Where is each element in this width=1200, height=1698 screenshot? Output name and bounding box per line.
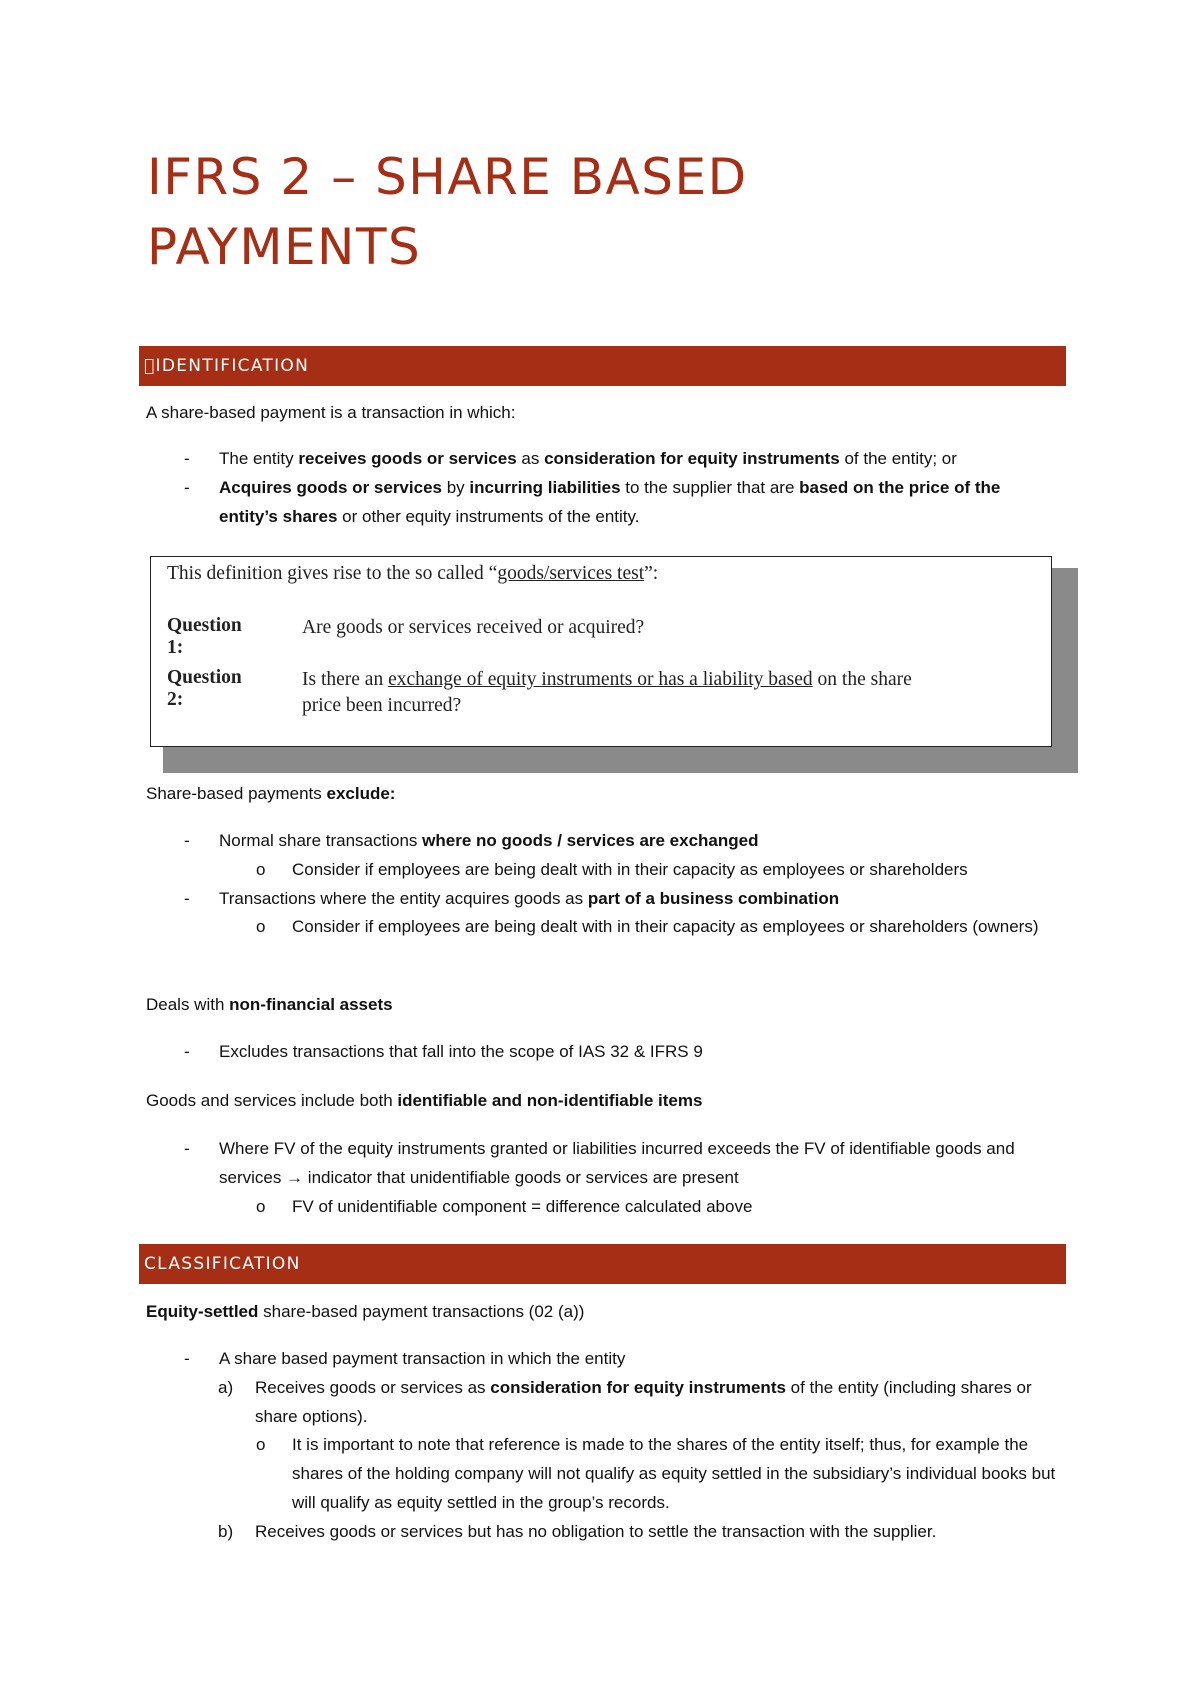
text: by	[441, 477, 470, 497]
bullet-marker: -	[184, 449, 190, 468]
text: to the supplier that are	[620, 477, 800, 497]
text: share-based payment transactions (02 (a))	[258, 1302, 585, 1321]
item-marker: b)	[218, 1521, 234, 1541]
text: The entity	[219, 449, 299, 468]
list-item	[146, 1345, 1066, 1374]
section-heading-identification: IDENTIFICATION	[139, 346, 1066, 386]
underlined-text: exchange of equity instruments or has a liability based	[388, 669, 813, 690]
exclude-intro	[146, 779, 395, 808]
identification-list	[146, 445, 1066, 531]
bullet-marker: o	[256, 1196, 266, 1216]
bold-text: Acquires goods or services	[219, 477, 442, 497]
text: of the entity (including shares or share options).	[255, 1377, 1032, 1426]
text: Receives goods or services as	[255, 1377, 491, 1397]
bullet-marker: -	[184, 477, 190, 497]
goods-intro	[146, 1086, 702, 1115]
bold-text: non-financial assets	[229, 995, 393, 1014]
identification-intro: A share-based payment is a transaction in which:	[146, 403, 516, 422]
text: Where FV of the equity instruments granted or liabilities incurred exceeds the FV of identifiable goods and services → indicator that unidentifiable goods or services are present	[219, 1139, 1015, 1187]
section-heading-classification: CLASSIFICATION	[139, 1244, 1066, 1284]
list-item	[146, 1374, 1066, 1432]
text: as	[516, 449, 545, 468]
nonfinancial-intro	[146, 990, 393, 1019]
list-item	[146, 856, 1066, 885]
bullet-marker: -	[184, 1042, 190, 1061]
bold-text: consideration for equity instruments	[490, 1377, 786, 1397]
text: Consider if employees are being dealt with in their capacity as employees or shareholders	[292, 859, 968, 879]
page-title: IFRS 2 – SHARE BASED PAYMENTS	[147, 148, 748, 276]
question-text: Are goods or services received or acquired?	[302, 617, 645, 638]
question-label: Question 1:	[167, 615, 242, 658]
bullet-marker: o	[256, 1435, 266, 1455]
text: on the share	[812, 669, 912, 690]
text: price been incurred?	[302, 695, 462, 716]
list-item	[146, 474, 1066, 532]
classification-intro	[146, 1297, 584, 1326]
list-item	[146, 445, 1066, 474]
text: Receives goods or services but has no obligation to settle the transaction with the supplier.	[255, 1521, 937, 1541]
list-item	[146, 1193, 1066, 1222]
goods-list	[146, 1135, 1066, 1221]
text: Goods and services include both	[146, 1091, 398, 1110]
list-item	[146, 885, 1066, 914]
text: A share based payment transaction in which the entity	[219, 1349, 626, 1368]
item-marker: a)	[218, 1377, 234, 1397]
bold-text: incurring liabilities	[469, 477, 621, 497]
list-item	[146, 1135, 1066, 1193]
bold-text: entity’s shares	[219, 506, 338, 526]
text: Excludes transactions that fall into the scope of IAS 32 & IFRS 9	[219, 1042, 703, 1061]
text: Share-based payments	[146, 784, 327, 803]
question-text	[302, 667, 1042, 719]
bullet-marker: -	[184, 831, 190, 850]
text: Is there an	[302, 669, 389, 690]
bold-text: identifiable and non-identifiable items	[397, 1091, 703, 1110]
list-item	[146, 1431, 1066, 1517]
text: Deals with	[146, 995, 230, 1014]
list-item	[146, 1038, 1066, 1067]
text: ”:	[644, 563, 659, 584]
question-label: Question 2:	[167, 667, 242, 710]
bold-text: where no goods / services are exchanged	[422, 831, 759, 850]
classification-list	[146, 1345, 1066, 1547]
text: Normal share transactions	[219, 831, 423, 850]
text: FV of unidentifiable component = difference calculated above	[292, 1196, 753, 1216]
bold-text: part of a business combination	[587, 888, 840, 908]
list-item	[146, 1518, 1066, 1547]
bold-text: consideration for equity instruments	[544, 449, 840, 468]
bold-text: Equity-settled	[146, 1302, 259, 1321]
bold-text: exclude:	[326, 784, 396, 803]
bullet-marker: -	[184, 888, 190, 908]
nonfinancial-list	[146, 1038, 1066, 1067]
bullet-marker: o	[256, 917, 266, 937]
list-item	[146, 913, 1066, 942]
underlined-text: goods/services test	[497, 563, 645, 584]
box-intro	[167, 563, 658, 585]
text: Consider if employees are being dealt with in their capacity as employees or shareholders (owners)	[292, 917, 1039, 937]
goods-services-test-box	[150, 556, 1052, 747]
bullet-marker: -	[184, 1139, 190, 1158]
exclude-list	[146, 827, 1066, 942]
bold-text: receives goods or services	[298, 449, 517, 468]
bold-text: based on the price of the	[799, 477, 1001, 497]
list-item	[146, 827, 1066, 856]
text: Transactions where the entity acquires goods as	[219, 888, 588, 908]
bullet-marker: o	[256, 859, 266, 879]
text: This definition gives rise to the so called “	[167, 563, 498, 584]
bullet-marker: -	[184, 1349, 190, 1368]
text: It is important to note that reference is made to the shares of the entity itself; thus, for example the shares of the holding company will not qualify as equity settled in the subsidiary’s individual books but will qualify as equity settled in the group’s records.	[292, 1435, 1056, 1512]
text: of the entity; or	[839, 449, 957, 468]
text: or other equity instruments of the entity.	[337, 506, 640, 526]
